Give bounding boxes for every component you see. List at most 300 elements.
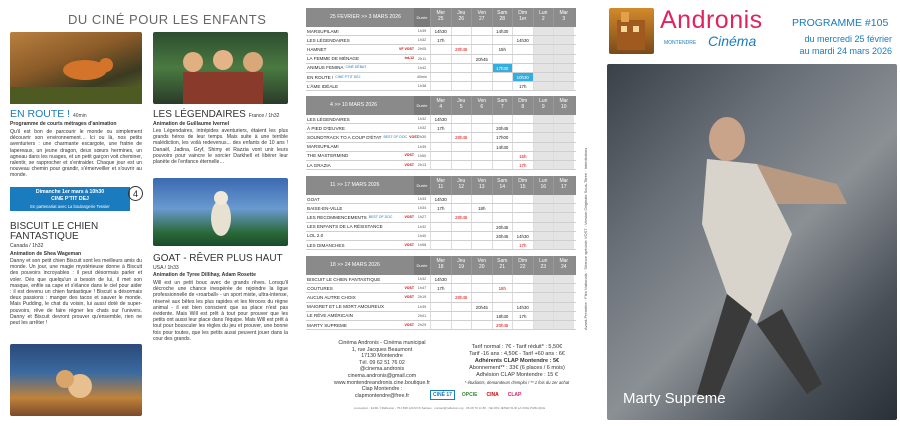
film-name: SOUNDTRACK TO A COUP D'ÉTAT	[307, 134, 382, 140]
brand-name: Andronis	[660, 6, 763, 34]
duration-cell: 40min	[416, 74, 428, 79]
day-name: Jeu	[457, 258, 466, 264]
duration-cell: 2h30	[417, 135, 427, 140]
opcie-logo: OPCIE	[461, 392, 478, 398]
showtime-cell	[533, 36, 554, 44]
cine17-logo: CINÉ 17	[430, 390, 455, 400]
film-cell	[306, 312, 414, 320]
showtime-cell	[533, 232, 554, 240]
duration-cell: 2h05	[417, 47, 427, 52]
showtime-cell	[492, 204, 513, 212]
showtime-cell	[492, 293, 513, 301]
day-number: 3	[562, 16, 566, 22]
showtime-cell	[492, 36, 513, 44]
period-label: 25 FEVRIER >> 3 MARS 2026	[306, 8, 414, 27]
table-row	[306, 73, 576, 82]
showtime-cell	[471, 82, 492, 90]
showtime-cell	[512, 275, 533, 283]
showtime-cell	[553, 312, 574, 320]
showtime-cell	[553, 284, 574, 292]
table-row	[306, 36, 576, 45]
table-row	[306, 161, 576, 170]
cover-panel	[604, 0, 900, 426]
day-header	[533, 8, 554, 27]
day-header	[451, 176, 472, 195]
table-row	[306, 133, 576, 142]
film-cell	[306, 213, 414, 221]
showtime-cell	[492, 115, 513, 123]
day-number: 21	[499, 264, 506, 270]
marty-supreme-poster	[607, 64, 897, 420]
showtime-cell	[533, 161, 554, 169]
showtime-cell: 18h	[492, 284, 513, 292]
showtime-cell	[533, 115, 554, 123]
duration-cell: 1h32	[417, 126, 427, 131]
showtime-cell	[471, 275, 492, 283]
showtime-cell	[553, 275, 574, 283]
showtime-cell: 17h00	[492, 133, 513, 141]
showtime-cell	[471, 124, 492, 132]
showtime-cell	[430, 152, 451, 160]
film-cell	[306, 143, 414, 151]
day-header	[492, 256, 513, 275]
film-name: MARSUPILAMI	[307, 144, 339, 150]
showtime-cell	[451, 143, 472, 151]
day-name: Lun	[539, 258, 548, 264]
version-badge: VOST	[404, 294, 414, 299]
partner-logos	[430, 388, 590, 402]
film-cell	[306, 73, 414, 81]
showtime-cell	[533, 45, 554, 53]
duration-header: Durée	[414, 256, 430, 275]
film-name: BAISE-EN-VILLE	[307, 205, 343, 211]
showtime-cell	[492, 55, 513, 63]
day-name: Ven	[477, 178, 487, 184]
duration-cell: 1h39	[417, 29, 427, 33]
showtime-cell	[451, 195, 472, 203]
showtime-cell	[430, 303, 451, 311]
showtime-cell: 20h45	[492, 232, 513, 240]
showtime-cell: 10h30	[512, 73, 533, 81]
goat-illustration-icon	[153, 178, 288, 246]
film-name: LES ENFANTS DE LA RÉSISTANCE	[307, 224, 383, 230]
showtime-cell	[533, 64, 554, 72]
showtime-cell	[533, 284, 554, 292]
day-name: Dim	[518, 178, 528, 184]
day-number: 23	[540, 264, 547, 270]
showtime-cell: 20h45	[451, 45, 472, 53]
showtime-cell	[471, 223, 492, 231]
day-number: 4	[439, 104, 443, 110]
day-number: 9	[541, 104, 545, 110]
table-row	[306, 152, 576, 161]
day-name: Sam	[497, 10, 508, 16]
film-name: LES RECOMMENCEMENTS	[307, 214, 367, 220]
showtime-cell	[512, 124, 533, 132]
day-number: 27	[478, 16, 485, 22]
showtime-cell: 20h45	[451, 293, 472, 301]
schedule-block	[306, 256, 576, 330]
film-sub: Animation de Shea Wageman	[10, 251, 82, 257]
day-header	[451, 96, 472, 115]
email-link[interactable]: cinema.andronis@gmail.com	[347, 372, 417, 379]
table-row	[306, 321, 576, 330]
showtime-cell	[451, 275, 472, 283]
showtime-cell	[512, 64, 533, 72]
film-name: LE RÊVE AMÉRICAIN	[307, 313, 353, 319]
film-name: LES DIMANCHES	[307, 242, 345, 248]
day-number: 25	[437, 16, 444, 22]
cinema-logo	[609, 8, 654, 54]
showtime-cell	[430, 64, 451, 72]
film-name: ANIMUS FEMINA	[307, 65, 344, 71]
showtime-cell	[430, 133, 451, 141]
day-number: 2	[541, 16, 545, 22]
showtime-cell	[553, 45, 574, 53]
film-cell	[306, 152, 414, 160]
day-header	[553, 176, 574, 195]
facebook-icon[interactable]: @cinema.andronis	[359, 366, 405, 373]
showtime-cell	[492, 73, 513, 81]
showtime-cell: 18h	[471, 204, 492, 212]
showtime-cell	[553, 213, 574, 221]
day-header	[492, 96, 513, 115]
day-name: Lun	[539, 10, 548, 16]
showtime-cell	[553, 152, 574, 160]
film-cell	[306, 82, 414, 90]
duration-cell: 1h32	[417, 277, 427, 281]
day-name: Mar	[559, 178, 569, 184]
showtime-cell	[533, 73, 554, 81]
film-cell	[306, 124, 414, 132]
day-number: 16	[540, 184, 547, 190]
showtime-cell	[430, 312, 451, 320]
film-name: AUCUN AUTRE CHOIX	[307, 294, 356, 300]
day-name: Dim	[518, 258, 528, 264]
showtime-cell: 15h	[512, 152, 533, 160]
showtime-cell	[430, 232, 451, 240]
left-panel	[0, 0, 298, 426]
day-header	[430, 8, 451, 27]
showtime-cell	[553, 115, 574, 123]
day-header	[492, 176, 513, 195]
showtime-cell	[512, 143, 533, 151]
day-number: 13	[478, 184, 485, 190]
showtime-cell	[430, 241, 451, 249]
film-cell	[306, 64, 414, 72]
day-name: Lun	[539, 178, 548, 184]
duration-cell: 1h58	[417, 242, 427, 247]
duration-header: Durée	[414, 8, 430, 27]
day-number: 26	[458, 16, 465, 22]
showtime-cell	[471, 133, 492, 141]
showtime-cell	[451, 36, 472, 44]
showtime-cell	[471, 64, 492, 72]
showtime-cell: 14h30	[492, 27, 513, 35]
film-name: MARTY SUPREME	[307, 322, 347, 328]
day-number: 15	[519, 184, 526, 190]
showtime-cell: 20h45	[492, 124, 513, 132]
showtime-cell	[430, 143, 451, 151]
showtime-cell: 14h30	[512, 303, 533, 311]
day-header	[430, 96, 451, 115]
film-title-biscuit: BISCUIT LE CHIEN FANTASTIQUE	[10, 221, 99, 242]
day-name: Mar	[559, 258, 569, 264]
showtime-cell	[533, 152, 554, 160]
showtime-cell: 20h45	[451, 213, 472, 221]
showtime-cell	[451, 115, 472, 123]
version-badge: VOST	[404, 242, 414, 247]
day-header	[430, 176, 451, 195]
duration-cell: 1h27	[417, 215, 427, 220]
film-cell	[306, 293, 414, 301]
showtime-cell	[492, 241, 513, 249]
showtime-cell	[512, 223, 533, 231]
film-name: COUTURES	[307, 285, 333, 291]
showtime-cell: 14h30	[492, 143, 513, 151]
day-header	[553, 96, 574, 115]
showtime-cell	[553, 27, 574, 35]
day-header	[471, 176, 492, 195]
en-route-image	[10, 32, 142, 104]
showtime-cell	[553, 64, 574, 72]
duration-cell: 2h29	[417, 322, 427, 327]
film-sub: Animation de Tyree Dillihay, Adam Rosette	[153, 272, 256, 278]
day-number: 22	[519, 264, 526, 270]
duration-cell: 1h33	[417, 197, 427, 201]
film-cell	[306, 241, 414, 249]
table-row	[306, 275, 576, 284]
showtime-cell: 17h	[512, 161, 533, 169]
age-badge: 4	[128, 186, 143, 201]
showtime-cell	[553, 73, 574, 81]
showtime-cell	[512, 45, 533, 53]
showtime-cell	[471, 115, 492, 123]
film-cell	[306, 27, 414, 35]
day-name: Dim	[518, 10, 528, 16]
day-name: Jeu	[457, 178, 466, 184]
showtime-cell	[471, 195, 492, 203]
programme-number: PROGRAMME #105	[792, 17, 889, 29]
showtime-cell: 20h45	[471, 55, 492, 63]
showtime-cell	[451, 82, 472, 90]
showtime-cell	[492, 82, 513, 90]
showtime-cell	[471, 45, 492, 53]
showtime-cell	[533, 195, 554, 203]
day-name: Ven	[477, 10, 487, 16]
session-tag: BEST OF DOC	[368, 214, 393, 219]
duration-cell: 1h32	[417, 117, 427, 121]
showtime-cell	[512, 115, 533, 123]
dog-illustration-icon	[10, 344, 142, 416]
showtime-cell	[553, 133, 574, 141]
table-row	[306, 241, 576, 250]
showtime-cell	[512, 55, 533, 63]
day-header	[492, 8, 513, 27]
showtime-cell	[553, 55, 574, 63]
showtime-cell	[471, 241, 492, 249]
day-number: 11	[438, 184, 444, 190]
film-name: MAIGRET ET LE MORT AMOUREUX	[307, 304, 385, 310]
showtime-cell: 14h30	[430, 275, 451, 283]
day-name: Mer	[436, 258, 446, 264]
film-name: À PIED D'ŒUVRE	[307, 125, 345, 131]
period-label: 4 >> 10 MARS 2026	[306, 96, 414, 115]
film-cell	[306, 195, 414, 203]
day-number: 17	[560, 184, 567, 190]
showtime-cell: 14h30	[430, 27, 451, 35]
film-title-goat: GOAT - RÊVER PLUS HAUT	[153, 253, 283, 264]
duration-header: Durée	[414, 96, 430, 115]
showtime-cell	[471, 161, 492, 169]
showtime-cell	[492, 275, 513, 283]
film-name: L'ÂME IDÉALE	[307, 83, 339, 89]
day-name: Dim	[518, 98, 528, 104]
footer-credits: conception : EURL ©Réflexion - 751 838 120 RCS Saintes · contact@reflexion.org · 06 28 70 11 80 · NE PAS JETER SUR LA VOIE PUBLIQUE	[353, 406, 546, 410]
showtime-cell: 14h30	[512, 36, 533, 44]
brand-cinema: Cinéma	[708, 33, 757, 49]
goat-image	[153, 178, 288, 246]
showtime-cell: 17h	[430, 204, 451, 212]
film-cell	[306, 161, 414, 169]
day-name: Mer	[436, 10, 446, 16]
showtime-cell	[512, 321, 533, 329]
day-number: 6	[480, 104, 484, 110]
showtime-cell	[533, 204, 554, 212]
film-cell	[306, 133, 419, 141]
film-name: LA GRAZIA	[307, 162, 331, 168]
version-badge: VOST	[404, 214, 414, 219]
day-number: 1er	[519, 16, 527, 22]
showtime-cell	[471, 232, 492, 240]
day-name: Sam	[497, 178, 508, 184]
showtime-cell: 17h	[512, 241, 533, 249]
showtime-cell	[471, 36, 492, 44]
showtime-cell	[451, 152, 472, 160]
showtime-cell	[451, 223, 472, 231]
period-label: 11 >> 17 MARS 2026	[306, 176, 414, 195]
showtime-cell	[430, 82, 451, 90]
heroes-illustration-icon	[153, 32, 288, 104]
duration-cell: 1h42	[417, 65, 427, 70]
version-badge: Int-12	[404, 56, 414, 61]
showtime-cell: 14h30	[430, 115, 451, 123]
day-number: 7	[500, 104, 504, 110]
version-badge: VOST	[409, 134, 419, 139]
duration-cell: 1h32	[417, 224, 427, 229]
film-sub: Animation de Guillaume Ivernel	[153, 121, 230, 127]
film-title-legendaires: LES LÉGENDAIRES France / 1h32	[153, 109, 280, 120]
showtime-cell	[512, 195, 533, 203]
legendaires-image	[153, 32, 288, 104]
showtime-cell	[451, 124, 472, 132]
table-row	[306, 82, 576, 91]
day-number: 19	[458, 264, 465, 270]
showtime-cell: 15h	[492, 45, 513, 53]
showtime-cell	[533, 82, 554, 90]
film-synopsis: Danny et son petit chien Biscuit sont les meilleurs amis du monde. Un jour, une magie mystérieuse donne à Biscuit des pouvoirs incroyables : il peut désormais parler et voler. Dès que quelqu'un a besoin de lui, il met son masque, enfile sa cape et s'élance dans le ciel pour aider : il est devenu un chien fantastique ! Biscuit a désormais deux passions : manger des tacos et sauver le monde. Mais Pudding, le chat du voisin, lui aussi doté de super-pouvoirs, rêve de faire régner les chats sur l'univers. Danny et Biscuit devront prouver qu'ensemble, rien ne peut les arrêter !	[10, 258, 142, 327]
film-cell	[306, 321, 414, 329]
duration-cell: 1h39	[417, 144, 427, 149]
showtime-cell: 14h30	[430, 195, 451, 203]
clap-logo: CLAP	[507, 392, 522, 398]
day-name: Mer	[436, 98, 446, 104]
showtime-cell	[553, 195, 574, 203]
version-badge: VOST	[404, 322, 414, 327]
film-cell	[306, 303, 414, 311]
building-icon	[609, 8, 654, 54]
showtime-cell	[553, 124, 574, 132]
day-number: 8	[521, 104, 525, 110]
showtime-cell	[533, 275, 554, 283]
showtime-cell	[430, 223, 451, 231]
film-title-en-route: EN ROUTE ! 40min	[10, 108, 87, 120]
table-row	[306, 115, 576, 124]
runner-illustration-icon	[607, 64, 897, 420]
duration-header: Durée	[414, 176, 430, 195]
film-name: MARSUPILAMI	[307, 28, 339, 34]
day-header	[512, 96, 533, 115]
website-link[interactable]: www.montendreandronis.cine.boutique.fr	[334, 379, 430, 386]
legend-vertical: Avant-Première · Film Nationale · Séance spéciale VOST : Version Originale Sous-Titrée · Interdictions	[583, 147, 588, 330]
showtime-cell	[492, 213, 513, 221]
showtime-cell	[430, 55, 451, 63]
duration-cell: 2h01	[417, 313, 427, 318]
day-name: Lun	[539, 98, 548, 104]
showtime-cell	[512, 204, 533, 212]
day-number: 28	[499, 16, 506, 22]
showtime-cell	[471, 284, 492, 292]
version-badge: VOST	[404, 285, 414, 290]
showtime-cell: 17h	[512, 312, 533, 320]
showtime-cell	[533, 223, 554, 231]
day-name: Sam	[497, 258, 508, 264]
schedule-header	[306, 176, 576, 195]
duration-cell: 1h39	[417, 304, 427, 309]
showtime-cell	[451, 27, 472, 35]
showtime-cell	[430, 45, 451, 53]
day-name: Jeu	[457, 98, 466, 104]
day-header	[533, 256, 554, 275]
showtime-cell	[553, 241, 574, 249]
day-header	[512, 8, 533, 27]
day-name: Ven	[477, 258, 487, 264]
schedule-panel	[302, 0, 595, 426]
showtime-cell	[553, 293, 574, 301]
dates-line2: au mardi 24 mars 2026	[799, 46, 892, 56]
day-name: Sam	[497, 98, 508, 104]
showtime-cell	[553, 82, 574, 90]
showtime-cell	[492, 161, 513, 169]
session-tag: CINÉ P'TIT DÉJ	[335, 74, 361, 79]
film-name: LES LÉGENDAIRES	[307, 116, 350, 122]
showtime-cell: 20h45	[492, 321, 513, 329]
film-name: LES LÉGENDAIRES	[307, 37, 350, 43]
showtime-cell: 20h45	[492, 223, 513, 231]
showtime-cell: 17h	[430, 284, 451, 292]
film-name: BISCUIT LE CHIEN FANTASTIQUE	[307, 276, 381, 282]
clap-email-link[interactable]: clapmontendre@free.fr	[354, 392, 410, 399]
day-header	[553, 256, 574, 275]
showtime-cell	[471, 312, 492, 320]
showtime-cell: 17h30	[492, 64, 513, 72]
duration-cell: 1h47	[417, 286, 427, 291]
duration-cell: 2h19	[417, 295, 427, 300]
duration-cell: 1h38	[417, 84, 427, 89]
day-number: 24	[560, 264, 567, 270]
showtime-cell	[533, 133, 554, 141]
showtime-cell	[430, 161, 451, 169]
